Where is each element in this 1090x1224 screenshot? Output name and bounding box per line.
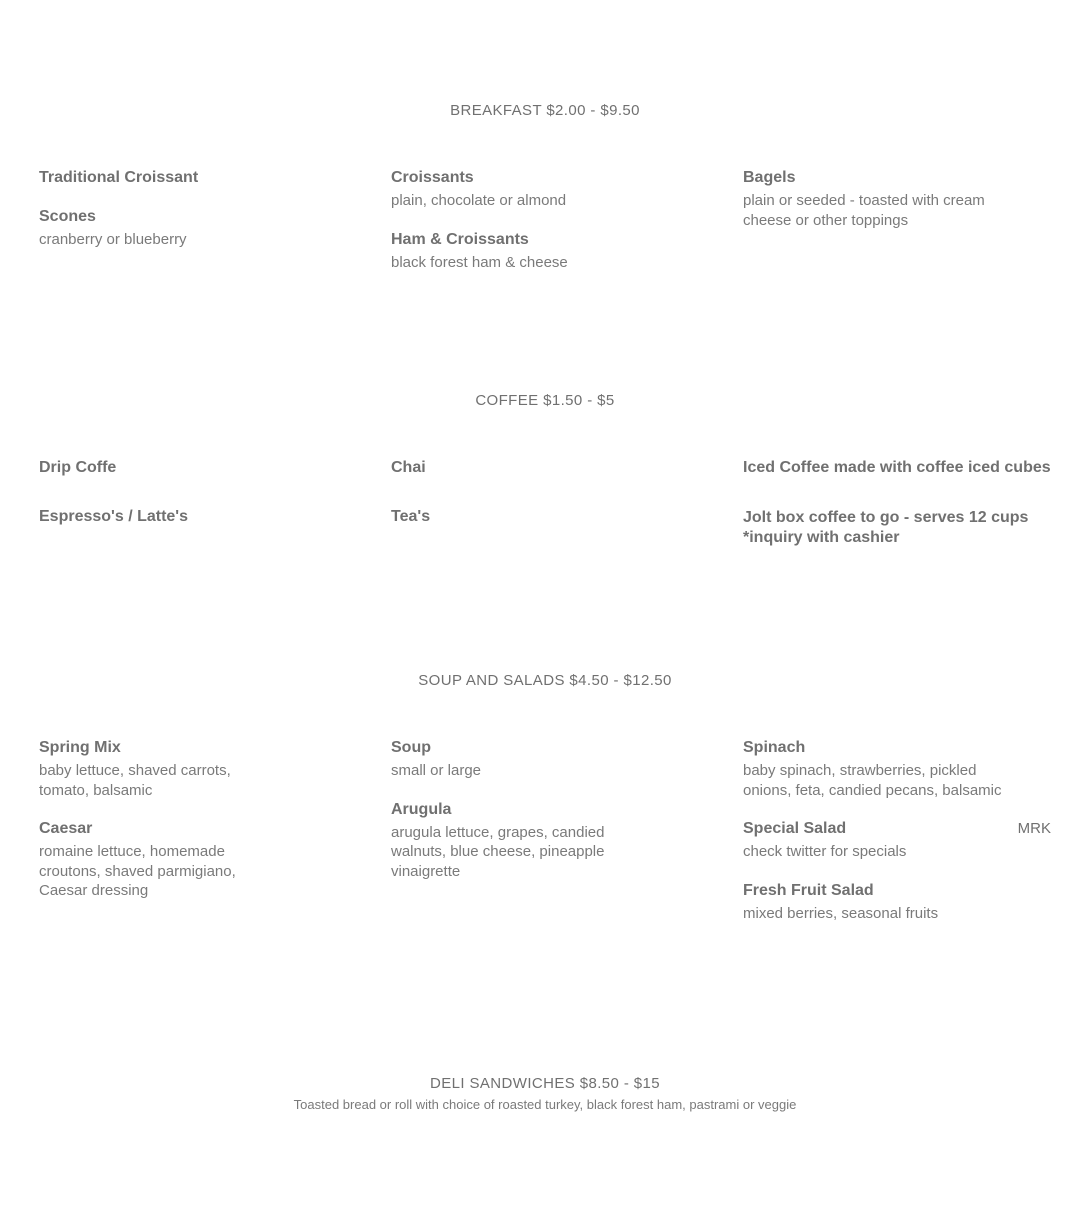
menu-item: [743, 168, 1063, 230]
menu-item: [391, 168, 711, 211]
item-name: Ham & Croissants: [391, 230, 529, 248]
menu-item: [391, 458, 711, 478]
item-name: Caesar: [39, 820, 93, 837]
section-heading: BREAKFAST $2.00 - $9.50: [450, 102, 640, 119]
item-name: Spring Mix: [39, 739, 121, 756]
item-description: plain or seeded - toasted with cream cheese or other toppings: [743, 192, 985, 229]
item-description: baby spinach, strawberries, pickled onions, feta, candied pecans, balsamic: [743, 762, 1002, 799]
menu-item: [743, 819, 1051, 862]
item-description: small or large: [391, 762, 482, 779]
menu-column-2: [391, 738, 711, 900]
menu-item: [39, 507, 359, 527]
menu-column-1: [39, 458, 359, 546]
section-heading: SOUP AND SALADS $4.50 - $12.50: [418, 672, 672, 689]
menu-item: [391, 230, 711, 273]
menu-item: [39, 168, 359, 188]
item-name: Arugula: [391, 800, 452, 818]
menu-item: [391, 738, 711, 781]
menu-column-2: [391, 458, 711, 546]
item-description: mixed berries, seasonal fruits: [743, 904, 939, 922]
item-name: Drip Coffe: [39, 459, 117, 476]
item-description: romaine lettuce, homemade croutons, shaved parmigiano, Caesar dressing: [39, 843, 236, 899]
item-price: MRK: [1017, 820, 1051, 837]
item-description: black forest ham & cheese: [391, 253, 568, 271]
item-description: cranberry or blueberry: [39, 231, 187, 248]
item-name: Spinach: [743, 739, 806, 756]
item-name: Espresso's / Latte's: [39, 508, 189, 525]
item-description: baby lettuce, shaved carrots, tomato, balsamic: [39, 762, 231, 799]
item-description: plain, chocolate or almond: [391, 192, 567, 209]
item-name: Chai: [391, 459, 426, 476]
menu-column-1: [39, 168, 359, 269]
menu-column-3: [743, 168, 1063, 249]
item-name: Fresh Fruit Salad: [743, 881, 874, 899]
item-name: Croissants: [391, 169, 474, 186]
item-name: Jolt box coffee to go - serves 12 cups *inquiry with cashier: [743, 509, 1029, 546]
menu-item: [743, 508, 1053, 548]
item-name: Tea's: [391, 508, 431, 525]
menu-item: [391, 800, 711, 882]
menu-item: [743, 881, 1051, 924]
menu-item: [743, 738, 1051, 800]
item-description: check twitter for specials: [743, 843, 907, 860]
section-subheading: Toasted bread or roll with choice of roasted turkey, black forest ham, pastrami or veggie: [293, 1097, 797, 1112]
menu-item: [39, 819, 359, 901]
item-name: Bagels: [743, 169, 796, 186]
section-heading: DELI SANDWICHES $8.50 - $15: [429, 1075, 661, 1092]
section-heading: COFFEE $1.50 - $5: [475, 392, 615, 409]
menu-item: [39, 738, 359, 800]
menu-item: [39, 207, 359, 250]
menu-column-2: [391, 168, 711, 291]
item-header: [743, 819, 1051, 839]
menu-column-3: [743, 458, 1053, 567]
item-name: Iced Coffee made with coffee iced cubes: [743, 459, 1051, 476]
item-name: Special Salad: [743, 820, 847, 837]
menu-item: [743, 458, 1053, 478]
item-name: Soup: [391, 739, 431, 756]
menu-column-1: [39, 738, 359, 920]
menu-item: [39, 458, 359, 478]
menu-column-3: [743, 738, 1051, 942]
item-name: Scones: [39, 208, 96, 225]
item-name: Traditional Croissant: [39, 169, 199, 186]
item-description: arugula lettuce, grapes, candied walnuts, blue cheese, pineapple vinaigrette: [391, 823, 605, 880]
menu-item: [391, 507, 711, 527]
